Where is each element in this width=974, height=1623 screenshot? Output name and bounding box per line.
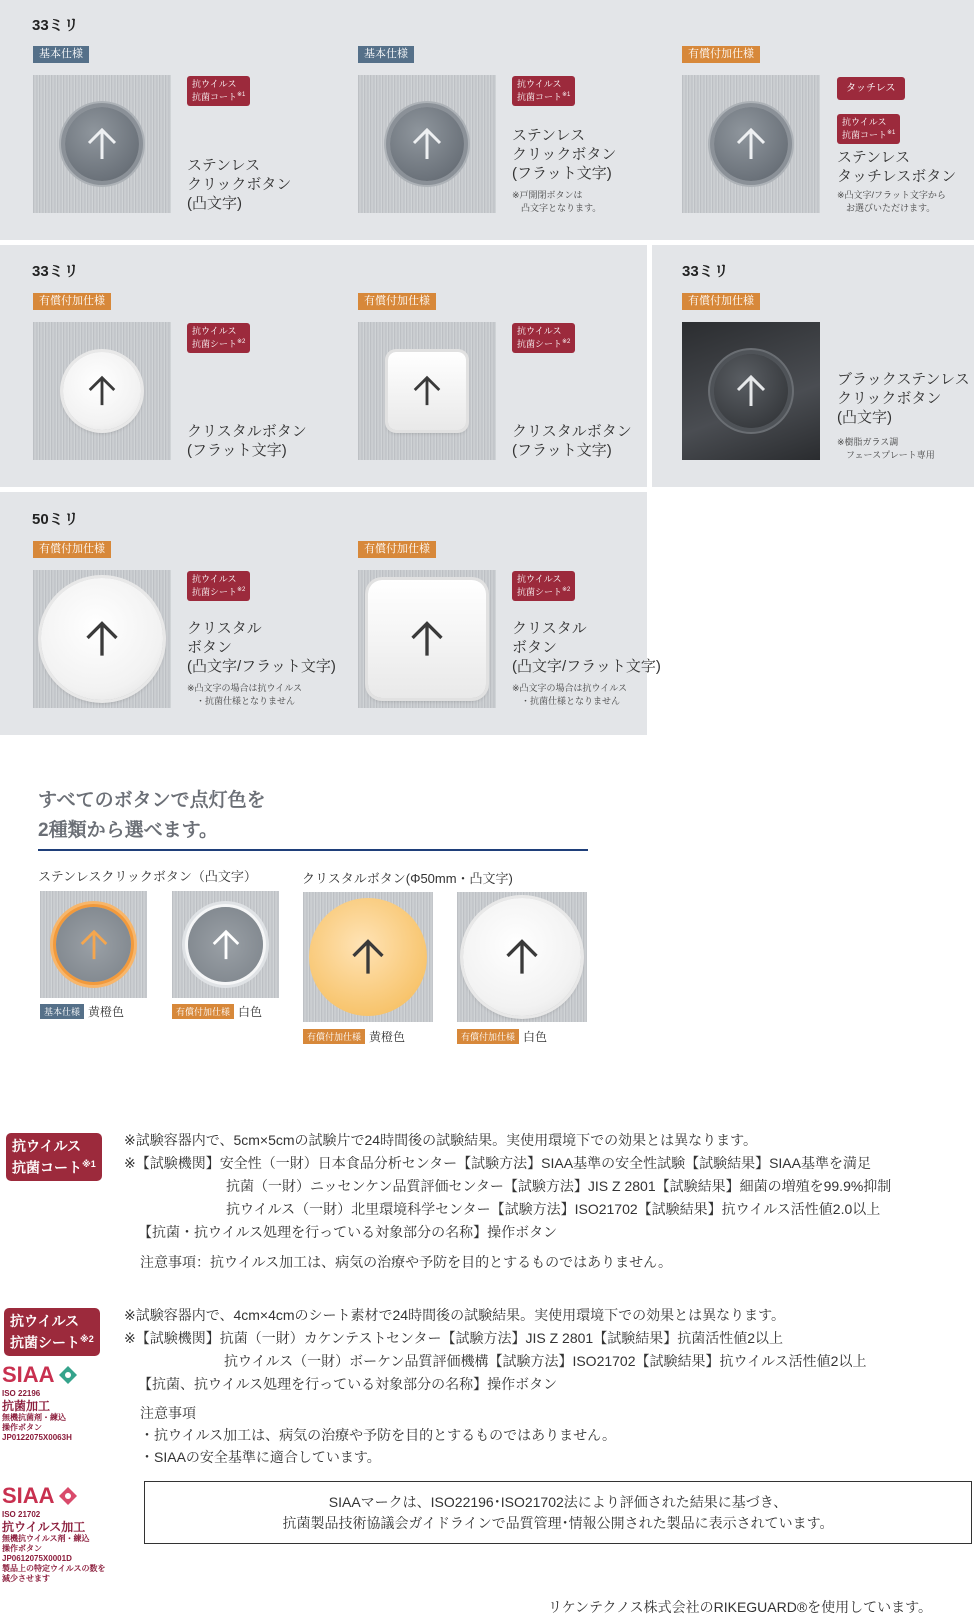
spec-tag: 有償付加仕様 bbox=[33, 541, 111, 558]
siaa-info-box bbox=[144, 1481, 972, 1544]
spec-tag: 基本仕様 bbox=[33, 46, 89, 63]
button-plate bbox=[358, 75, 496, 213]
size-title: 33ミリ bbox=[32, 17, 79, 34]
stainless-group-title: ステンレスクリックボタン（凸文字） bbox=[38, 869, 257, 884]
arrow-up-icon bbox=[82, 619, 122, 659]
crystal-square-button bbox=[388, 352, 466, 430]
button-label: ステンレス クリックボタン (凸文字) bbox=[187, 157, 292, 212]
arrow-up-icon bbox=[77, 928, 111, 962]
antivirus-sheet-badge: 抗ウイルス 抗菌シート$^{※2}$ bbox=[512, 571, 575, 601]
lit-caption: 有償付加仕様 白色 bbox=[457, 1028, 547, 1045]
size-title: 50ミリ bbox=[32, 511, 79, 528]
lit-plate-amber bbox=[40, 891, 147, 998]
touchless-badge: タッチレス bbox=[837, 77, 905, 100]
arrow-up-icon bbox=[209, 928, 243, 962]
antivirus-coat-note-badge: 抗ウイルス 抗菌コート$^{※1}$ bbox=[6, 1133, 102, 1181]
arrow-up-icon bbox=[85, 374, 119, 408]
antivirus-coat-badge: 抗ウイルス 抗菌コート$^{※1}$ bbox=[512, 76, 575, 106]
spec-tag: 有償付加仕様 bbox=[682, 46, 760, 63]
black-stainless-button bbox=[714, 354, 788, 428]
spec-tag: 有償付加仕様 bbox=[358, 293, 436, 310]
arrow-up-icon bbox=[733, 373, 769, 409]
black-plate bbox=[682, 322, 820, 460]
spec-tag: 有償付加仕様 bbox=[33, 293, 111, 310]
coat-note-line: 抗菌（一財）ニッセンケン品質評価センター【試験方法】JIS Z 2801【試験結果】細菌の増殖を99.9%抑制 bbox=[226, 1178, 892, 1194]
lit-stainless-amber bbox=[56, 907, 131, 982]
crystal-square-button-50 bbox=[368, 580, 486, 698]
button-label: ステンレス クリックボタン (フラット文字) bbox=[512, 127, 617, 182]
antivirus-coat-badge: 抗ウイルス 抗菌コート$^{※1}$ bbox=[187, 76, 250, 106]
spec-tag: 基本仕様 bbox=[358, 46, 414, 63]
siaa-logo-icon bbox=[57, 1364, 79, 1386]
button-plate bbox=[358, 322, 496, 460]
stainless-click-button bbox=[65, 107, 139, 181]
arrow-up-icon bbox=[733, 126, 769, 162]
button-note: ※樹脂ガラス調 フェースプレート専用 bbox=[837, 437, 935, 460]
coat-note-line: 抗ウイルス（一財）北里環境科学センター【試験方法】ISO21702【試験結果】抗ウイルス活性値2.0以上 bbox=[226, 1201, 881, 1217]
button-label: クリスタル ボタン (凸文字/フラット文字) bbox=[187, 620, 336, 675]
sheet-note-line: ※試験容器内で、4cm×4cmのシート素材で24時間後の試験結果。実使用環境下での効果とは異なります。 bbox=[124, 1307, 785, 1323]
antivirus-sheet-badge: 抗ウイルス 抗菌シート$^{※2}$ bbox=[512, 323, 575, 353]
size-title: 33ミリ bbox=[32, 263, 79, 280]
siaa-antiviral-mark: SIAA ISO 21702 抗ウイルス加工 無機抗ウイルス剤・練込 操作ボタン JP0612075X0001D 製品上の特定ウイルスの数を 減少させます bbox=[2, 1483, 106, 1583]
button-plate bbox=[682, 75, 820, 213]
lit-stainless-white bbox=[188, 907, 263, 982]
sheet-note-line: 注意事項 bbox=[140, 1405, 196, 1421]
spec-tag: 有償付加仕様 bbox=[358, 541, 436, 558]
button-label: クリスタル ボタン (凸文字/フラット文字) bbox=[512, 620, 661, 675]
siaa-box-line: 抗菌製品技術協議会ガイドラインで品質管理･情報公開された製品に表示されています。 bbox=[282, 1514, 834, 1531]
coat-note-line: 【抗菌・抗ウイルス処理を行っている対象部分の名称】操作ボタン bbox=[138, 1224, 558, 1240]
heading-rule bbox=[38, 849, 588, 851]
button-label: ブラックステンレス クリックボタン (凸文字) bbox=[837, 371, 970, 426]
antivirus-sheet-note-badge: 抗ウイルス 抗菌シート$^{※2}$ bbox=[4, 1308, 100, 1356]
crystal-button bbox=[63, 352, 141, 430]
sheet-note-line: ※【試験機関】抗菌（一財）カケンテストセンター【試験方法】JIS Z 2801【試験結果】抗菌活性値2以上 bbox=[124, 1330, 783, 1346]
lit-plate-crystal-amber bbox=[303, 892, 433, 1022]
coat-note-line: 注意事項：抗ウイルス加工は、病気の治療や予防を目的とするものではありません。 bbox=[140, 1254, 672, 1270]
button-note: ※凸文字/フラット文字から お選びいただけます。 bbox=[837, 190, 946, 213]
arrow-up-icon bbox=[502, 937, 542, 977]
lit-caption: 有償付加仕様 黄橙色 bbox=[303, 1028, 405, 1045]
stainless-touchless-button bbox=[714, 107, 788, 181]
coat-note-line: ※【試験機関】安全性（一財）日本食品分析センター【試験方法】SIAA基準の安全性試験【試験結果】SIAA基準を満足 bbox=[124, 1155, 871, 1171]
lit-plate-crystal-white bbox=[457, 892, 587, 1022]
antivirus-sheet-badge: 抗ウイルス 抗菌シート$^{※2}$ bbox=[187, 571, 250, 601]
arrow-up-icon bbox=[348, 937, 388, 977]
lighting-heading: すべてのボタンで点灯色を 2種類から選べます。 bbox=[38, 790, 266, 841]
lit-plate-white bbox=[172, 891, 279, 998]
lit-caption: 基本仕様 黄橙色 bbox=[40, 1003, 124, 1020]
antivirus-sheet-badge: 抗ウイルス 抗菌シート$^{※2}$ bbox=[187, 323, 250, 353]
siaa-box-line: SIAAマークは、ISO22196･ISO21702法により評価された結果に基づき、 bbox=[328, 1493, 788, 1510]
footer-note: リケンテクノス株式会社のRIKEGUARD®を使用しています。 bbox=[548, 1599, 933, 1615]
siaa-logo-icon bbox=[57, 1485, 79, 1507]
sheet-note-line: 【抗菌、抗ウイルス処理を行っている対象部分の名称】操作ボタン bbox=[138, 1376, 558, 1392]
crystal-button-50 bbox=[41, 578, 163, 700]
crystal-group-title: クリスタルボタン(Φ50mm・凸文字) bbox=[302, 871, 513, 886]
arrow-up-icon bbox=[84, 126, 120, 162]
siaa-antibacterial-mark: SIAA ISO 22196 抗菌加工 無機抗菌剤・練込 操作ボタン JP0122075X0063H bbox=[2, 1362, 79, 1443]
button-plate bbox=[33, 75, 171, 213]
button-plate bbox=[358, 570, 496, 708]
button-note: ※凸文字の場合は抗ウイルス ・抗菌仕様となりません bbox=[187, 683, 303, 706]
arrow-up-icon bbox=[407, 619, 447, 659]
button-plate bbox=[33, 322, 171, 460]
arrow-up-icon bbox=[409, 126, 445, 162]
button-plate bbox=[33, 570, 171, 708]
button-label: クリスタルボタン (フラット文字) bbox=[512, 423, 632, 459]
button-label: クリスタルボタン (フラット文字) bbox=[187, 423, 307, 459]
arrow-up-icon bbox=[410, 374, 444, 408]
button-note: ※凸文字の場合は抗ウイルス ・抗菌仕様となりません bbox=[512, 683, 628, 706]
coat-note-line: ※試験容器内で、5cm×5cmの試験片で24時間後の試験結果。実使用環境下での効果とは異なります。 bbox=[124, 1132, 757, 1148]
sheet-note-line: 抗ウイルス（一財）ボーケン品質評価機構【試験方法】ISO21702【試験結果】抗ウイルス活性値2以上 bbox=[224, 1353, 867, 1369]
antivirus-coat-badge: 抗ウイルス 抗菌コート$^{※1}$ bbox=[837, 114, 900, 144]
lit-crystal-amber bbox=[309, 898, 427, 1016]
lit-caption: 有償付加仕様 白色 bbox=[172, 1003, 262, 1020]
button-note: ※戸開閉ボタンは 凸文字となります。 bbox=[512, 190, 602, 213]
spec-tag: 有償付加仕様 bbox=[682, 293, 760, 310]
sheet-note-line: ・SIAAの安全基準に適合しています。 bbox=[140, 1449, 381, 1465]
button-label: ステンレス タッチレスボタン bbox=[837, 149, 957, 185]
stainless-click-button bbox=[390, 107, 464, 181]
lit-crystal-white bbox=[463, 898, 581, 1016]
sheet-note-line: ・抗ウイルス加工は、病気の治療や予防を目的とするものではありません。 bbox=[140, 1427, 616, 1443]
size-title: 33ミリ bbox=[682, 263, 729, 280]
